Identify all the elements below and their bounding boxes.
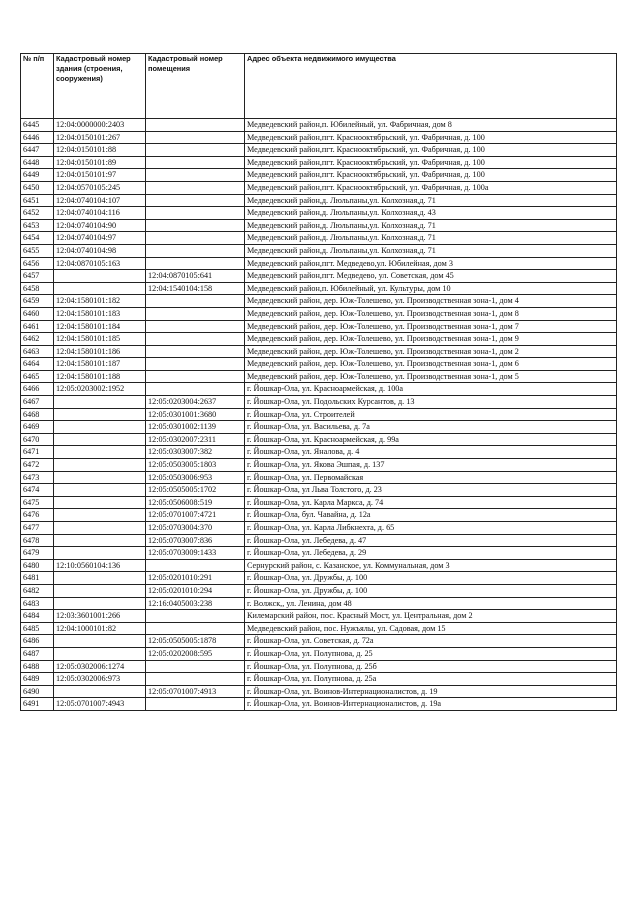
header-premises-cadastral: Кадастровый номер помещения <box>146 54 245 119</box>
header-building-cadastral: Кадастровый номер здания (строения, сооружения) <box>54 54 146 119</box>
cell-premises-cadastral <box>146 244 245 257</box>
cell-number: 6447 <box>21 144 54 157</box>
cell-premises-cadastral: 12:05:0506008:519 <box>146 496 245 509</box>
cell-building-cadastral <box>54 685 146 698</box>
table-row <box>21 446 617 459</box>
table-row <box>21 144 617 157</box>
table-row <box>21 572 617 585</box>
cell-number: 6485 <box>21 622 54 635</box>
table-row <box>21 232 617 245</box>
cell-address: г. Йошкар-Ола, ул. Красноармейская, д. 99а <box>245 433 617 446</box>
cell-address: Медведевский район,пгт. Медведево,ул. Юбилейная, дом 3 <box>245 257 617 270</box>
cell-building-cadastral: 12:04:0870105:163 <box>54 257 146 270</box>
cell-number: 6490 <box>21 685 54 698</box>
cell-address: Медведевский район,пгт. Краснооктябрьский, ул. Фабричная, д. 100а <box>245 181 617 194</box>
table-row <box>21 207 617 220</box>
cell-address: г. Волжск,, ул. Ленина, дом 48 <box>245 597 617 610</box>
table-row <box>21 559 617 572</box>
cell-number: 6453 <box>21 219 54 232</box>
cell-number: 6475 <box>21 496 54 509</box>
cell-premises-cadastral: 12:05:0201010:291 <box>146 572 245 585</box>
table-row <box>21 597 617 610</box>
cell-address: Медведевский район,п. Юбилейный, ул. Культуры, дом 10 <box>245 282 617 295</box>
cell-number: 6467 <box>21 396 54 409</box>
cell-address: г. Йошкар-Ола, ул. Дружбы, д. 100 <box>245 584 617 597</box>
cell-address: г. Йошкар-Ола, ул. Воинов-Интернационалистов, д. 19 <box>245 685 617 698</box>
cell-number: 6487 <box>21 647 54 660</box>
cell-number: 6466 <box>21 383 54 396</box>
cell-building-cadastral <box>54 647 146 660</box>
cell-building-cadastral: 12:03:3601001:266 <box>54 610 146 623</box>
cell-address: Медведевский район, дер. Юж-Толешево, ул. Производственная зона-1, дом 8 <box>245 307 617 320</box>
table-row <box>21 244 617 257</box>
cell-address: Медведевский район,пгт. Краснооктябрьский, ул. Фабричная, д. 100 <box>245 144 617 157</box>
cell-building-cadastral: 12:04:0000000:2403 <box>54 119 146 132</box>
cell-address: г. Йошкар-Ола, ул. Яналова, д. 4 <box>245 446 617 459</box>
cell-premises-cadastral: 12:05:0701007:4721 <box>146 509 245 522</box>
table-row <box>21 219 617 232</box>
table-row <box>21 119 617 132</box>
cell-address: Медведевский район,пгт. Краснооктябрьский, ул. Фабричная, д. 100 <box>245 131 617 144</box>
cell-premises-cadastral <box>146 257 245 270</box>
cell-number: 6460 <box>21 307 54 320</box>
table-row <box>21 685 617 698</box>
cell-building-cadastral <box>54 635 146 648</box>
cell-number: 6474 <box>21 484 54 497</box>
cell-building-cadastral <box>54 509 146 522</box>
cell-building-cadastral: 12:04:0740104:97 <box>54 232 146 245</box>
table-row <box>21 345 617 358</box>
header-number: № п/п <box>21 54 54 119</box>
cell-building-cadastral <box>54 572 146 585</box>
cell-building-cadastral: 12:04:1580101:188 <box>54 370 146 383</box>
cell-premises-cadastral: 12:05:0201010:294 <box>146 584 245 597</box>
cell-address: Медведевский район, дер. Юж-Толешево, ул. Производственная зона-1, дом 6 <box>245 358 617 371</box>
cell-premises-cadastral <box>146 144 245 157</box>
table-row <box>21 698 617 711</box>
cell-premises-cadastral <box>146 131 245 144</box>
table-row <box>21 370 617 383</box>
cell-number: 6486 <box>21 635 54 648</box>
cell-building-cadastral: 12:04:0740104:90 <box>54 219 146 232</box>
table-row <box>21 459 617 472</box>
table-row <box>21 421 617 434</box>
cell-building-cadastral <box>54 459 146 472</box>
cell-premises-cadastral: 12:05:0505005:1878 <box>146 635 245 648</box>
cell-number: 6491 <box>21 698 54 711</box>
table-row <box>21 534 617 547</box>
cell-address: Сернурский район, с. Казанское, ул. Коммунальная, дом 3 <box>245 559 617 572</box>
cell-number: 6448 <box>21 156 54 169</box>
cell-address: г. Йошкар-Ола, бул. Чавайна, д. 12а <box>245 509 617 522</box>
cell-number: 6476 <box>21 509 54 522</box>
cell-building-cadastral: 12:10:0560104:136 <box>54 559 146 572</box>
cell-premises-cadastral: 12:05:0301001:3680 <box>146 408 245 421</box>
cell-premises-cadastral <box>146 207 245 220</box>
cell-address: г. Йошкар-Ола, ул. Строителей <box>245 408 617 421</box>
cell-address: г. Йошкар-Ола, ул. Советская, д. 72а <box>245 635 617 648</box>
table-row <box>21 484 617 497</box>
cell-premises-cadastral <box>146 673 245 686</box>
cell-premises-cadastral: 12:05:0302007:2311 <box>146 433 245 446</box>
cell-number: 6451 <box>21 194 54 207</box>
cell-premises-cadastral: 12:05:0703009:1433 <box>146 547 245 560</box>
cell-number: 6462 <box>21 333 54 346</box>
cell-premises-cadastral <box>146 232 245 245</box>
cell-address: Медведевский район, пос. Нужъялы, ул. Садовая, дом 15 <box>245 622 617 635</box>
cell-building-cadastral: 12:04:0740104:116 <box>54 207 146 220</box>
cell-number: 6471 <box>21 446 54 459</box>
table-row <box>21 270 617 283</box>
cell-number: 6482 <box>21 584 54 597</box>
cell-building-cadastral <box>54 282 146 295</box>
cell-building-cadastral <box>54 433 146 446</box>
cell-address: г. Йошкар-Ола, ул. Лебедева, д. 29 <box>245 547 617 560</box>
cell-building-cadastral: 12:04:0740104:98 <box>54 244 146 257</box>
cell-address: Медведевский район,пгт. Краснооктябрьский, ул. Фабричная, д. 100 <box>245 169 617 182</box>
cell-premises-cadastral <box>146 610 245 623</box>
cell-number: 6472 <box>21 459 54 472</box>
cell-address: Медведевский район, дер. Юж-Толешево, ул. Производственная зона-1, дом 4 <box>245 295 617 308</box>
cell-number: 6465 <box>21 370 54 383</box>
table-row <box>21 584 617 597</box>
table-row <box>21 383 617 396</box>
cell-address: г. Йошкар-Ола, ул. Подольских Курсантов, д. 13 <box>245 396 617 409</box>
cell-premises-cadastral <box>146 370 245 383</box>
cell-building-cadastral <box>54 597 146 610</box>
cell-address: г. Йошкар-Ола, ул. Красноармейская, д. 100а <box>245 383 617 396</box>
cell-premises-cadastral: 12:04:0870105:641 <box>146 270 245 283</box>
cell-building-cadastral: 12:04:1580101:185 <box>54 333 146 346</box>
cell-number: 6450 <box>21 181 54 194</box>
cell-premises-cadastral: 12:05:0503006:953 <box>146 471 245 484</box>
cell-premises-cadastral <box>146 181 245 194</box>
table-row <box>21 282 617 295</box>
cell-number: 6459 <box>21 295 54 308</box>
cell-premises-cadastral <box>146 698 245 711</box>
cell-premises-cadastral: 12:05:0202008:595 <box>146 647 245 660</box>
cell-number: 6457 <box>21 270 54 283</box>
cell-building-cadastral: 12:04:0570105:245 <box>54 181 146 194</box>
cell-building-cadastral <box>54 547 146 560</box>
cell-building-cadastral: 12:05:0302006:1274 <box>54 660 146 673</box>
table-row <box>21 509 617 522</box>
cell-number: 6484 <box>21 610 54 623</box>
cell-number: 6454 <box>21 232 54 245</box>
cell-premises-cadastral <box>146 307 245 320</box>
cell-address: г. Йошкар-Ола, ул. Лебедева, д. 47 <box>245 534 617 547</box>
cell-premises-cadastral <box>146 320 245 333</box>
cell-address: г. Йошкар-Ола, ул. Якова Эшпая, д. 137 <box>245 459 617 472</box>
table-row <box>21 181 617 194</box>
cell-building-cadastral <box>54 421 146 434</box>
cell-address: Медведевский район,пгт. Медведево, ул. Советская, дом 45 <box>245 270 617 283</box>
cell-address: Медведевский район, дер. Юж-Толешево, ул. Производственная зона-1, дом 5 <box>245 370 617 383</box>
cell-building-cadastral <box>54 471 146 484</box>
cell-building-cadastral <box>54 484 146 497</box>
table-row <box>21 156 617 169</box>
cell-number: 6470 <box>21 433 54 446</box>
table-header-row <box>21 54 617 119</box>
table-row <box>21 610 617 623</box>
table-row <box>21 647 617 660</box>
table-row <box>21 333 617 346</box>
cell-number: 6445 <box>21 119 54 132</box>
cell-address: г. Йошкар-Ола, ул. Карла Маркса, д. 74 <box>245 496 617 509</box>
cell-address: Медведевский район,пгт. Краснооктябрьский, ул. Фабричная, д. 100 <box>245 156 617 169</box>
cell-number: 6463 <box>21 345 54 358</box>
cell-address: г. Йошкар-Ола, ул. Дружбы, д. 100 <box>245 572 617 585</box>
cell-premises-cadastral <box>146 622 245 635</box>
cell-building-cadastral <box>54 534 146 547</box>
cell-premises-cadastral <box>146 156 245 169</box>
table-row <box>21 547 617 560</box>
table-row <box>21 396 617 409</box>
cell-premises-cadastral <box>146 383 245 396</box>
cell-building-cadastral: 12:05:0203002:1952 <box>54 383 146 396</box>
table-row <box>21 408 617 421</box>
cell-address: Медведевский район, дер. Юж-Толешево, ул. Производственная зона-1, дом 9 <box>245 333 617 346</box>
cell-address: г. Йошкар-Ола, ул. Полупнова, д. 25б <box>245 660 617 673</box>
cell-premises-cadastral <box>146 660 245 673</box>
cell-building-cadastral: 12:04:1580101:183 <box>54 307 146 320</box>
cell-building-cadastral <box>54 522 146 535</box>
cell-address: г. Йошкар-Ола, ул. Полупнова, д. 25а <box>245 673 617 686</box>
cell-building-cadastral: 12:04:0740104:107 <box>54 194 146 207</box>
cell-address: Медведевский район,д. Люльпаны,ул. Колхозная,д. 71 <box>245 232 617 245</box>
cell-number: 6481 <box>21 572 54 585</box>
cell-number: 6477 <box>21 522 54 535</box>
header-address: Адрес объекта недвижимого имущества <box>245 54 617 119</box>
cell-premises-cadastral: 12:05:0203004:2637 <box>146 396 245 409</box>
cell-number: 6452 <box>21 207 54 220</box>
cell-number: 6488 <box>21 660 54 673</box>
cell-number: 6478 <box>21 534 54 547</box>
cell-premises-cadastral <box>146 295 245 308</box>
cell-building-cadastral: 12:04:0150101:97 <box>54 169 146 182</box>
table-row <box>21 358 617 371</box>
table-row <box>21 622 617 635</box>
property-table <box>20 53 617 711</box>
cell-number: 6464 <box>21 358 54 371</box>
cell-number: 6468 <box>21 408 54 421</box>
table-row <box>21 131 617 144</box>
cell-address: Медведевский район,д. Люльпаны,ул. Колхозная,д. 71 <box>245 194 617 207</box>
cell-premises-cadastral <box>146 194 245 207</box>
cell-building-cadastral <box>54 446 146 459</box>
cell-premises-cadastral: 12:04:1540104:158 <box>146 282 245 295</box>
cell-premises-cadastral: 12:05:0703007:836 <box>146 534 245 547</box>
cell-number: 6479 <box>21 547 54 560</box>
cell-premises-cadastral: 12:16:0405003:238 <box>146 597 245 610</box>
cell-building-cadastral: 12:04:0150101:267 <box>54 131 146 144</box>
table-row <box>21 673 617 686</box>
table-row <box>21 660 617 673</box>
cell-address: г. Йошкар-Ола, ул Льва Толстого, д. 23 <box>245 484 617 497</box>
cell-number: 6449 <box>21 169 54 182</box>
table-row <box>21 635 617 648</box>
cell-building-cadastral <box>54 396 146 409</box>
cell-number: 6446 <box>21 131 54 144</box>
cell-address: г. Йошкар-Ола, ул. Карла Либкнехта, д. 65 <box>245 522 617 535</box>
cell-address: Медведевский район,д. Люльпаны,ул. Колхозная,д. 71 <box>245 244 617 257</box>
cell-premises-cadastral: 12:05:0303007:382 <box>146 446 245 459</box>
cell-address: Медведевский район, дер. Юж-Толешево, ул. Производственная зона-1, дом 2 <box>245 345 617 358</box>
cell-building-cadastral: 12:05:0701007:4943 <box>54 698 146 711</box>
cell-address: г. Йошкар-Ола, ул. Васильева, д. 7а <box>245 421 617 434</box>
cell-premises-cadastral <box>146 345 245 358</box>
cell-address: Медведевский район, дер. Юж-Толешево, ул. Производственная зона-1, дом 7 <box>245 320 617 333</box>
cell-number: 6469 <box>21 421 54 434</box>
table-row <box>21 257 617 270</box>
table-row <box>21 194 617 207</box>
cell-building-cadastral <box>54 408 146 421</box>
cell-premises-cadastral: 12:05:0505005:1702 <box>146 484 245 497</box>
cell-premises-cadastral <box>146 169 245 182</box>
table-row <box>21 433 617 446</box>
cell-building-cadastral: 12:04:1000101:82 <box>54 622 146 635</box>
cell-address: Медведевский район,п. Юбилейный, ул. Фабричная, дом 8 <box>245 119 617 132</box>
table-row <box>21 295 617 308</box>
cell-premises-cadastral <box>146 333 245 346</box>
cell-building-cadastral: 12:04:1580101:182 <box>54 295 146 308</box>
table-row <box>21 471 617 484</box>
cell-number: 6483 <box>21 597 54 610</box>
cell-number: 6461 <box>21 320 54 333</box>
cell-building-cadastral: 12:04:1580101:187 <box>54 358 146 371</box>
cell-premises-cadastral: 12:05:0703004:370 <box>146 522 245 535</box>
cell-building-cadastral <box>54 584 146 597</box>
cell-address: г. Йошкар-Ола, ул. Полупнова, д. 25 <box>245 647 617 660</box>
table-row <box>21 496 617 509</box>
cell-premises-cadastral <box>146 219 245 232</box>
table-row <box>21 307 617 320</box>
cell-building-cadastral <box>54 496 146 509</box>
cell-number: 6480 <box>21 559 54 572</box>
cell-number: 6489 <box>21 673 54 686</box>
cell-premises-cadastral: 12:05:0503005:1803 <box>146 459 245 472</box>
cell-building-cadastral: 12:04:0150101:88 <box>54 144 146 157</box>
table-row <box>21 522 617 535</box>
cell-address: Медведевский район,д. Люльпаны,ул. Колхозная,д. 71 <box>245 219 617 232</box>
cell-premises-cadastral: 12:05:0701007:4913 <box>146 685 245 698</box>
table-row <box>21 169 617 182</box>
table-row <box>21 320 617 333</box>
cell-number: 6473 <box>21 471 54 484</box>
cell-address: г. Йошкар-Ола, ул. Первомайская <box>245 471 617 484</box>
cell-address: г. Йошкар-Ола, ул. Воинов-Интернационалистов, д. 19а <box>245 698 617 711</box>
cell-building-cadastral: 12:04:1580101:186 <box>54 345 146 358</box>
cell-building-cadastral: 12:04:0150101:89 <box>54 156 146 169</box>
cell-number: 6455 <box>21 244 54 257</box>
cell-address: Килемарский район, пос. Красный Мост, ул. Центральная, дом 2 <box>245 610 617 623</box>
cell-number: 6456 <box>21 257 54 270</box>
cell-building-cadastral <box>54 270 146 283</box>
cell-building-cadastral: 12:04:1580101:184 <box>54 320 146 333</box>
cell-premises-cadastral <box>146 559 245 572</box>
cell-premises-cadastral: 12:05:0301002:1139 <box>146 421 245 434</box>
table-body <box>21 119 617 711</box>
cell-building-cadastral: 12:05:0302006:973 <box>54 673 146 686</box>
cell-address: Медведевский район,д. Люльпаны,ул. Колхозная,д. 43 <box>245 207 617 220</box>
cell-premises-cadastral <box>146 358 245 371</box>
cell-number: 6458 <box>21 282 54 295</box>
cell-premises-cadastral <box>146 119 245 132</box>
